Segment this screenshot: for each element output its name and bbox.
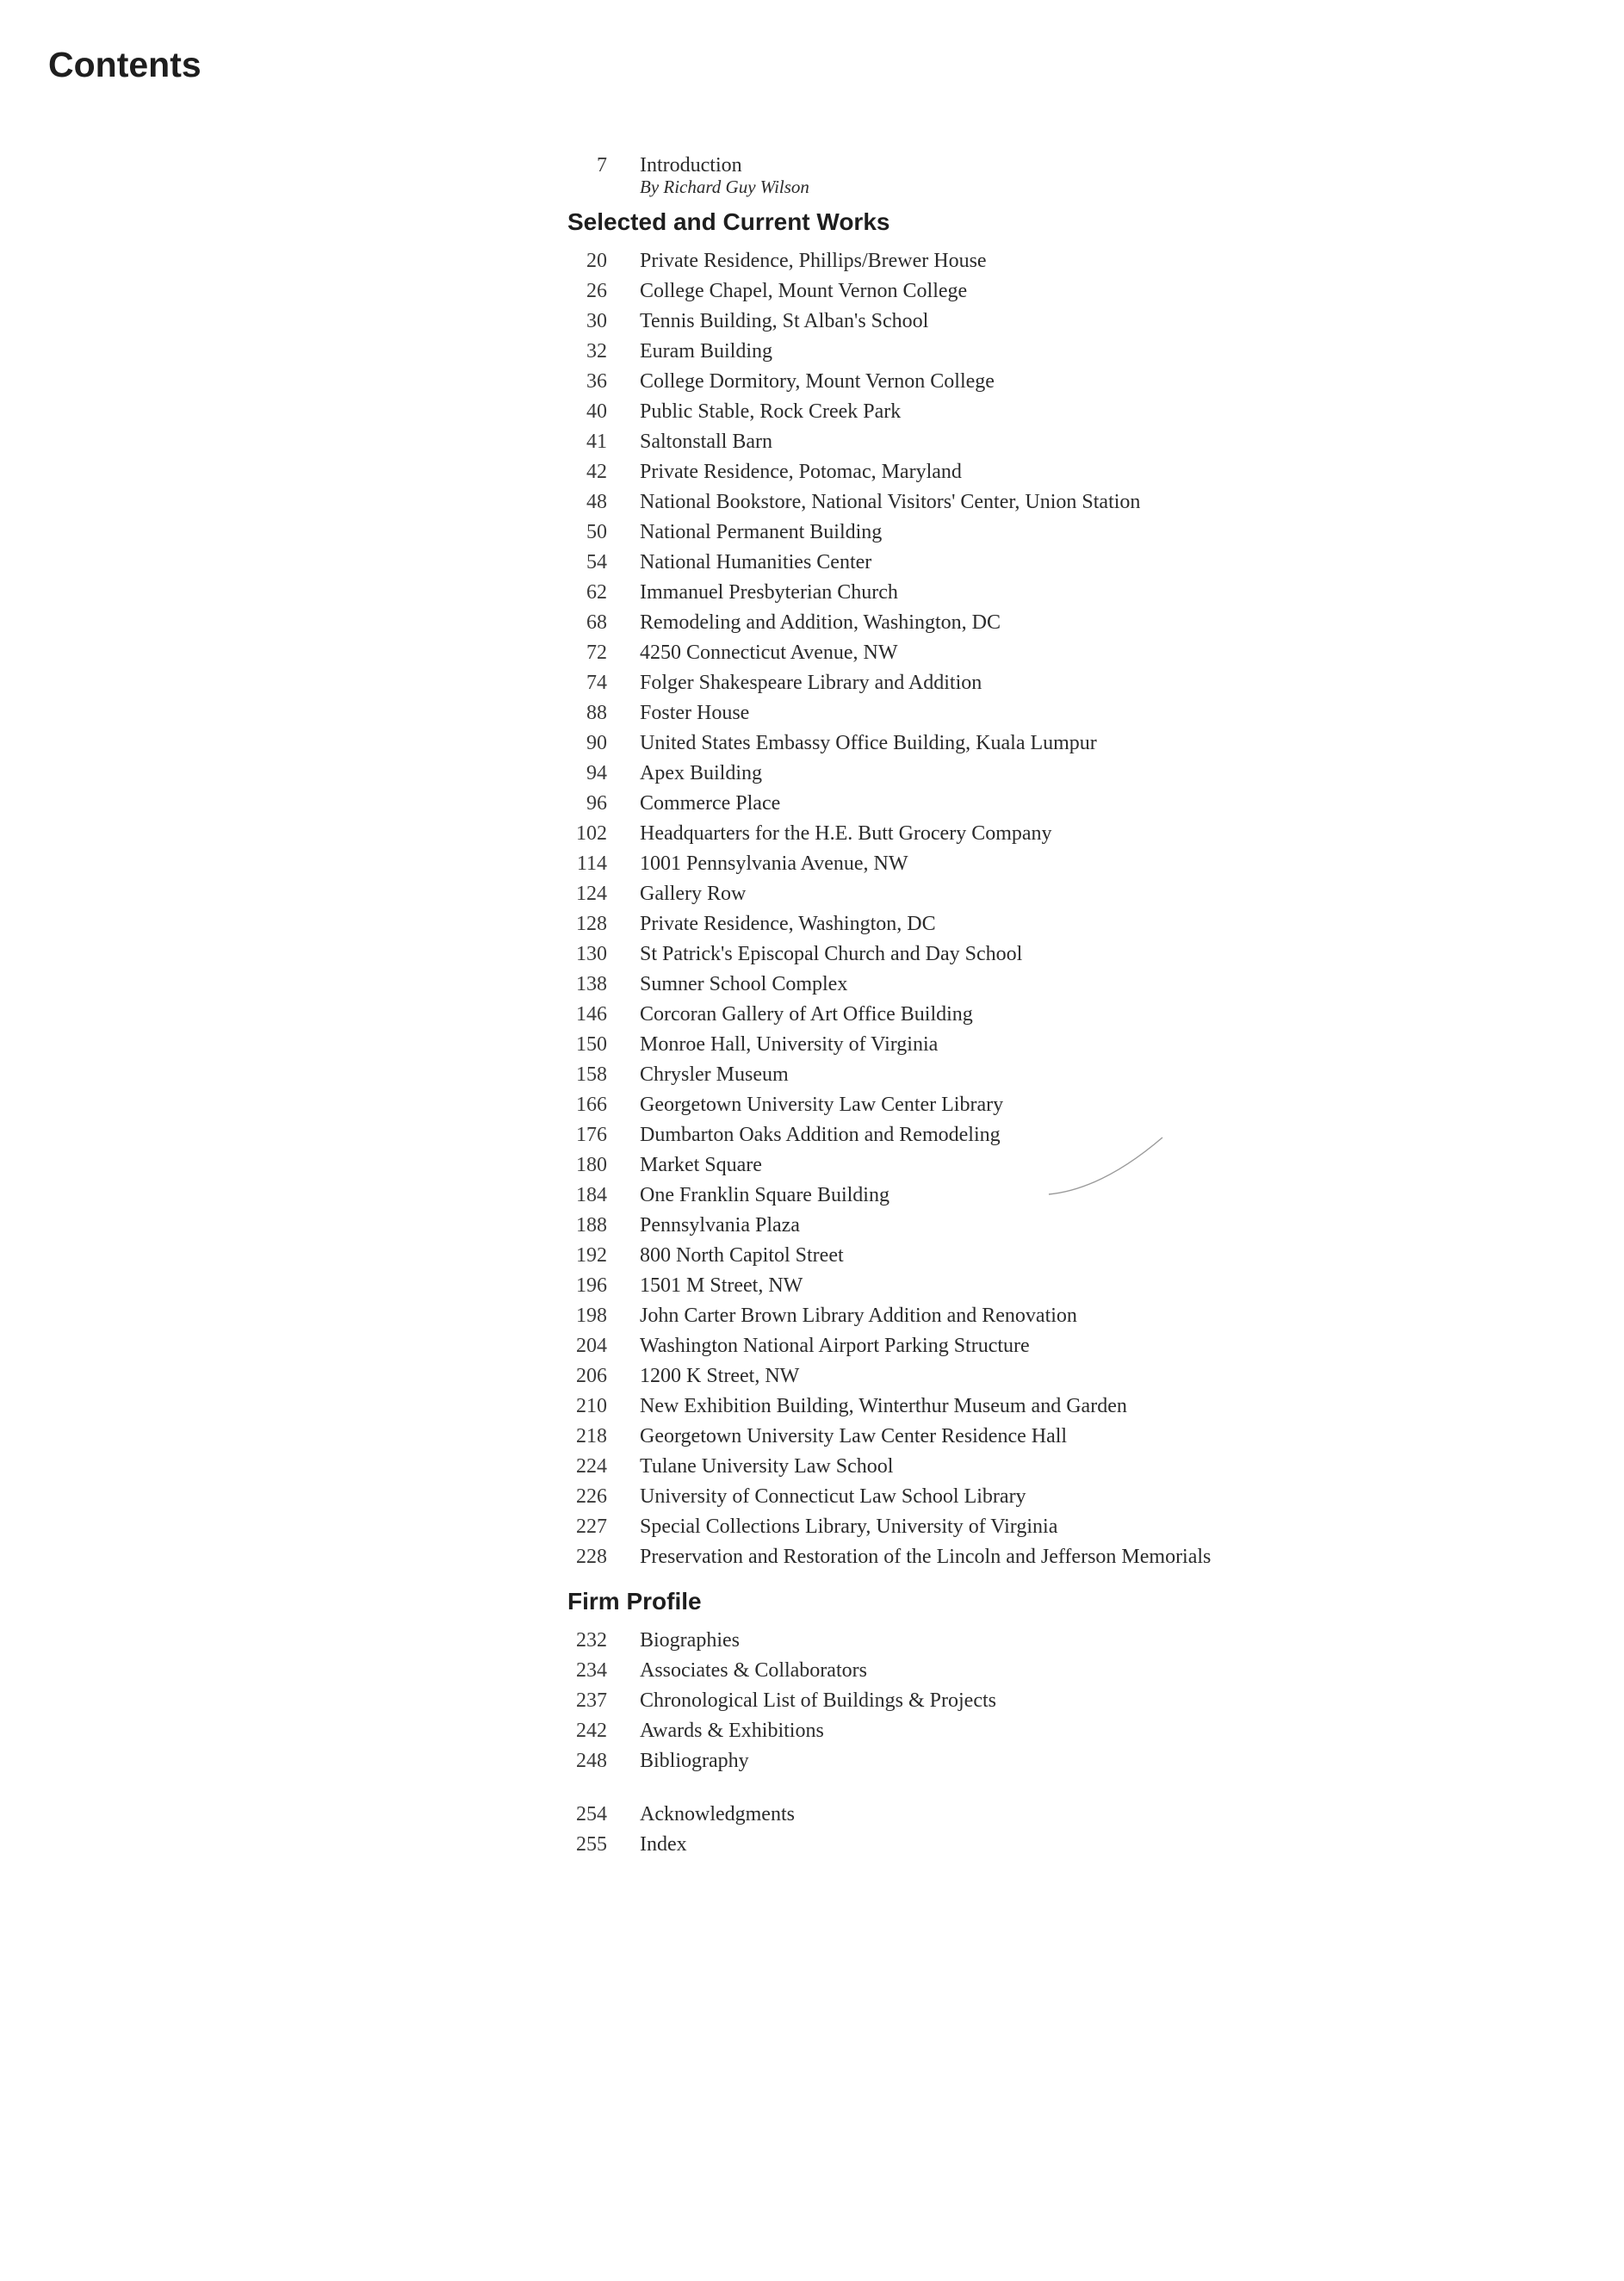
table-of-contents — [564, 153, 1425, 1860]
entry-title: One Franklin Square Building — [640, 1184, 889, 1206]
entry-title: Biographies — [640, 1629, 740, 1652]
page-number: 40 — [586, 400, 607, 423]
intro-byline: By Richard Guy Wilson — [640, 177, 809, 197]
page-number: 102 — [576, 822, 607, 845]
entry-title: Headquarters for the H.E. Butt Grocery Company — [640, 822, 1052, 845]
page-number: 90 — [586, 732, 607, 754]
entry-title: College Dormitory, Mount Vernon College — [640, 370, 995, 393]
toc-entry[interactable] — [564, 487, 1425, 518]
toc-entry[interactable] — [564, 518, 1425, 548]
entry-title: Awards & Exhibitions — [640, 1720, 824, 1742]
entry-title: Euram Building — [640, 340, 772, 363]
toc-entry[interactable] — [564, 246, 1425, 276]
page-number: 130 — [576, 943, 607, 965]
page-number: 42 — [586, 461, 607, 483]
toc-entry[interactable] — [564, 1626, 1425, 1656]
toc-entry[interactable] — [564, 1211, 1425, 1241]
toc-entry[interactable] — [564, 578, 1425, 608]
entry-title: Foster House — [640, 702, 750, 724]
page-number: 254 — [576, 1803, 607, 1825]
entry-title: Georgetown University Law Center Library — [640, 1094, 1004, 1116]
toc-entry[interactable] — [564, 548, 1425, 578]
page-number: 32 — [586, 340, 607, 363]
page-number: 234 — [576, 1659, 607, 1682]
page-number: 242 — [576, 1720, 607, 1742]
entry-title: Tennis Building, St Alban's School — [640, 310, 929, 332]
toc-entry[interactable] — [564, 1800, 1425, 1830]
page-number: 158 — [576, 1063, 607, 1086]
toc-entry[interactable] — [564, 939, 1425, 970]
page-number: 41 — [586, 431, 607, 453]
toc-entry[interactable] — [564, 1271, 1425, 1301]
toc-entry[interactable] — [564, 1656, 1425, 1686]
toc-entry[interactable] — [564, 397, 1425, 427]
toc-entry[interactable] — [564, 759, 1425, 789]
page-number: 198 — [576, 1305, 607, 1327]
toc-entry[interactable] — [564, 849, 1425, 879]
page-number: 146 — [576, 1003, 607, 1026]
entry-title: Bibliography — [640, 1750, 749, 1772]
page-number: 226 — [576, 1485, 607, 1508]
entry-title: 1001 Pennsylvania Avenue, NW — [640, 852, 908, 875]
toc-entry[interactable] — [564, 819, 1425, 849]
selected-works-list — [564, 246, 1425, 1572]
entry-title: Private Residence, Phillips/Brewer House — [640, 250, 987, 272]
page-number: 232 — [576, 1629, 607, 1652]
intro-title: Introduction — [640, 154, 742, 177]
entry-title: John Carter Brown Library Addition and Renovation — [640, 1305, 1077, 1327]
page-number: 184 — [576, 1184, 607, 1206]
page-number: 138 — [576, 973, 607, 995]
page-number: 74 — [586, 672, 607, 694]
entry-title: United States Embassy Office Building, Kuala Lumpur — [640, 732, 1097, 754]
page-number: 255 — [576, 1833, 607, 1856]
entry-title: Chronological List of Buildings & Projects — [640, 1689, 996, 1712]
page-number: 62 — [586, 581, 607, 604]
entry-title: National Permanent Building — [640, 521, 883, 543]
firm-profile-list — [564, 1626, 1425, 1776]
entry-title: Chrysler Museum — [640, 1063, 789, 1086]
entry-title: Apex Building — [640, 762, 762, 784]
page-number: 50 — [586, 521, 607, 543]
entry-title: Monroe Hall, University of Virginia — [640, 1033, 939, 1056]
toc-entry[interactable] — [564, 1422, 1425, 1452]
entry-title: Immanuel Presbyterian Church — [640, 581, 898, 604]
entry-title: Georgetown University Law Center Residence Hall — [640, 1425, 1068, 1447]
section-heading-firm-profile: Firm Profile — [567, 1588, 702, 1615]
page-number: 166 — [576, 1094, 607, 1116]
page-number: 248 — [576, 1750, 607, 1772]
toc-entry[interactable] — [564, 789, 1425, 819]
toc-entry[interactable] — [564, 1030, 1425, 1060]
entry-title: Pennsylvania Plaza — [640, 1214, 800, 1237]
page-number: 176 — [576, 1124, 607, 1146]
entry-title: Gallery Row — [640, 883, 747, 905]
toc-entry[interactable] — [564, 1241, 1425, 1271]
toc-entry[interactable] — [564, 367, 1425, 397]
entry-title: Private Residence, Potomac, Maryland — [640, 461, 962, 483]
page-number: 48 — [586, 491, 607, 513]
entry-title: Remodeling and Addition, Washington, DC — [640, 611, 1001, 634]
entry-title: Commerce Place — [640, 792, 781, 815]
entry-title: Washington National Airport Parking Structure — [640, 1335, 1030, 1357]
entry-title: 4250 Connecticut Avenue, NW — [640, 642, 898, 664]
toc-entry[interactable] — [564, 1301, 1425, 1331]
toc-entry[interactable] — [564, 1331, 1425, 1361]
page-number: 196 — [576, 1274, 607, 1297]
page-number: 20 — [586, 250, 607, 272]
intro-title-block — [640, 153, 809, 196]
entry-title: Private Residence, Washington, DC — [640, 913, 936, 935]
page-number: 72 — [586, 642, 607, 664]
page-number: 192 — [576, 1244, 607, 1267]
page-number: 180 — [576, 1154, 607, 1176]
toc-entry[interactable] — [564, 457, 1425, 487]
entry-title: Dumbarton Oaks Addition and Remodeling — [640, 1124, 1001, 1146]
page-number: 124 — [576, 883, 607, 905]
entry-title: Corcoran Gallery of Art Office Building — [640, 1003, 973, 1026]
toc-entry[interactable] — [564, 1361, 1425, 1392]
entry-title: National Bookstore, National Visitors' Center, Union Station — [640, 491, 1141, 513]
toc-entry[interactable] — [564, 1542, 1425, 1572]
page-number: 227 — [576, 1516, 607, 1538]
entry-title: University of Connecticut Law School Library — [640, 1485, 1026, 1508]
entry-title: Associates & Collaborators — [640, 1659, 867, 1682]
page-number: 224 — [576, 1455, 607, 1478]
toc-entry[interactable] — [564, 1000, 1425, 1030]
entry-title: St Patrick's Episcopal Church and Day School — [640, 943, 1023, 965]
entry-title: 800 North Capitol Street — [640, 1244, 844, 1267]
toc-entry[interactable] — [564, 608, 1425, 638]
entry-title: Public Stable, Rock Creek Park — [640, 400, 902, 423]
toc-entry[interactable] — [564, 1060, 1425, 1090]
toc-entry[interactable] — [564, 970, 1425, 1000]
entry-title: New Exhibition Building, Winterthur Museum and Garden — [640, 1395, 1127, 1417]
page-number: 150 — [576, 1033, 607, 1056]
toc-entry[interactable] — [564, 879, 1425, 909]
entry-title: Preservation and Restoration of the Lincoln and Jefferson Memorials — [640, 1546, 1212, 1568]
entry-title: Saltonstall Barn — [640, 431, 772, 453]
entry-title: Acknowledgments — [640, 1803, 795, 1825]
page-number: 94 — [586, 762, 607, 784]
toc-entry[interactable] — [564, 1150, 1425, 1181]
entry-title: National Humanities Center — [640, 551, 872, 573]
page-number: 68 — [586, 611, 607, 634]
toc-entry[interactable] — [564, 909, 1425, 939]
page-number: 36 — [586, 370, 607, 393]
page-number: 96 — [586, 792, 607, 815]
intro-entry[interactable] — [564, 153, 1425, 196]
page-title: Contents — [48, 45, 201, 84]
toc-entry[interactable] — [564, 1181, 1425, 1211]
toc-entry[interactable] — [564, 1120, 1425, 1150]
page-number: 128 — [576, 913, 607, 935]
entry-title: 1200 K Street, NW — [640, 1365, 800, 1387]
intro-page-number: 7 — [597, 154, 607, 177]
toc-entry[interactable] — [564, 276, 1425, 307]
entry-title: 1501 M Street, NW — [640, 1274, 803, 1297]
entry-title: Market Square — [640, 1154, 762, 1176]
spacer — [564, 1776, 1425, 1800]
toc-entry[interactable] — [564, 1452, 1425, 1482]
toc-entry[interactable] — [564, 698, 1425, 728]
toc-entry[interactable] — [564, 1686, 1425, 1716]
entry-title: College Chapel, Mount Vernon College — [640, 280, 968, 302]
page-number: 228 — [576, 1546, 607, 1568]
toc-entry[interactable] — [564, 1482, 1425, 1512]
entry-title: Sumner School Complex — [640, 973, 848, 995]
page-number: 206 — [576, 1365, 607, 1387]
entry-title: Tulane University Law School — [640, 1455, 894, 1478]
page-number: 237 — [576, 1689, 607, 1712]
toc-entry[interactable] — [564, 427, 1425, 457]
toc-entry[interactable] — [564, 728, 1425, 759]
toc-entry[interactable] — [564, 1746, 1425, 1776]
entry-title: Special Collections Library, University of Virginia — [640, 1516, 1058, 1538]
entry-title: Index — [640, 1833, 687, 1856]
toc-entry[interactable] — [564, 1090, 1425, 1120]
page-number: 54 — [586, 551, 607, 573]
page-number: 26 — [586, 280, 607, 302]
back-matter-list — [564, 1800, 1425, 1860]
toc-entry[interactable] — [564, 1830, 1425, 1860]
toc-entry[interactable] — [564, 1512, 1425, 1542]
entry-title: Folger Shakespeare Library and Addition — [640, 672, 982, 694]
toc-entry[interactable] — [564, 337, 1425, 367]
page-number: 210 — [576, 1395, 607, 1417]
section-heading-selected-works: Selected and Current Works — [567, 208, 890, 235]
toc-entry[interactable] — [564, 307, 1425, 337]
page-number: 30 — [586, 310, 607, 332]
toc-entry[interactable] — [564, 638, 1425, 668]
pen-stroke-mark — [1042, 1132, 1171, 1201]
toc-entry[interactable] — [564, 1716, 1425, 1746]
toc-entry[interactable] — [564, 1392, 1425, 1422]
toc-entry[interactable] — [564, 668, 1425, 698]
page-number: 114 — [576, 852, 607, 875]
page-number: 88 — [586, 702, 607, 724]
page-number: 188 — [576, 1214, 607, 1237]
page-number: 218 — [576, 1425, 607, 1447]
page-number: 204 — [576, 1335, 607, 1357]
